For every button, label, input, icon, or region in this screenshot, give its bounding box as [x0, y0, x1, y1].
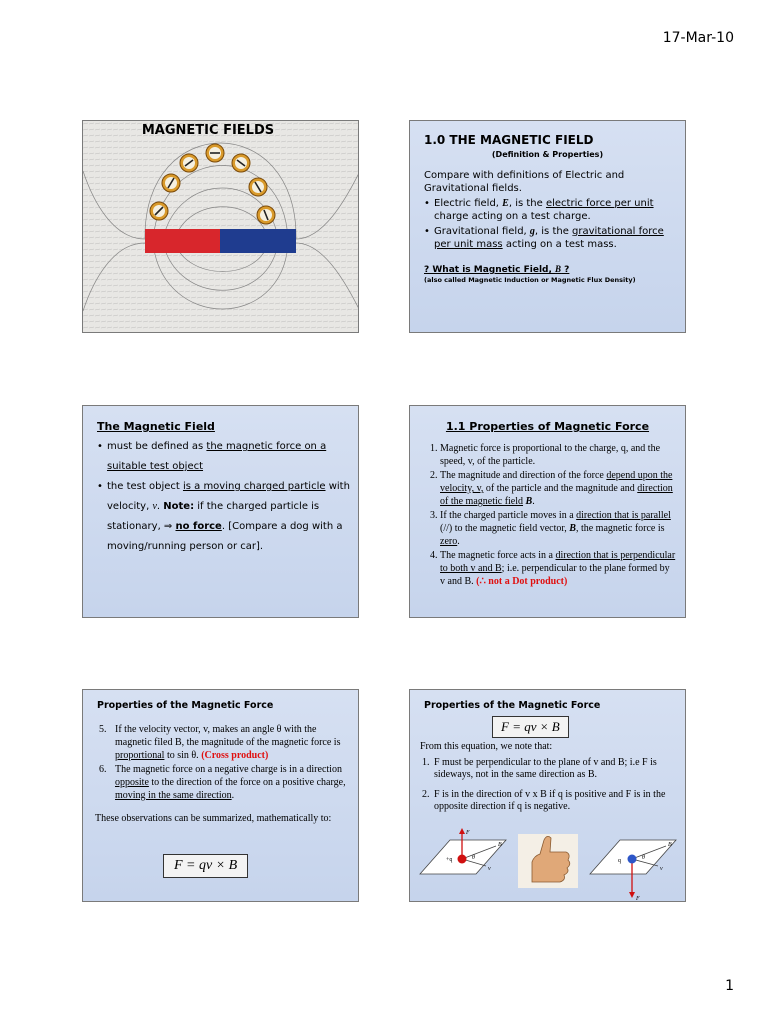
page-number: 1 [725, 978, 734, 994]
question-subtext: (also called Magnetic Induction or Magnetic Flux Density) [424, 276, 636, 284]
slide-properties-magnetic-force [409, 405, 686, 618]
question-text: ? What is Magnetic Field, B ? [424, 264, 570, 275]
note-list [420, 757, 678, 821]
summary-text: These observations can be summarized, mathematically to: [95, 813, 332, 824]
property-list [95, 723, 348, 802]
property-5: 5. If the velocity vector, v, makes an angle θ with the magnetic filed B, the magnitude of the magnetic force is proportional to sin θ. (Cross product) [99, 724, 341, 761]
slide-title: Properties of the Magnetic Force [424, 700, 601, 711]
magnet-north [145, 229, 220, 253]
force-label-negative: F [636, 896, 640, 902]
negative-charge-label: q [618, 858, 621, 864]
force-label: F [466, 830, 470, 836]
property-4: 4. The magnetic force acts in a direction that is perpendicular to both v and B; i.e. perpendicular to the plane formed by v and B. (∴ not a Dot product) [440, 549, 677, 588]
slide-magnetic-field-definition [409, 120, 686, 333]
slide-title: Properties of the Magnetic Force [97, 700, 274, 711]
bullet-definition: • must be defined as the magnetic force on a suitable test object [107, 437, 350, 477]
slide-body [424, 169, 677, 251]
bullet-gravitational-field: • Gravitational field, g, is the gravitational force per unit mass acting on a test mass. [434, 225, 677, 251]
thumb-up-icon [518, 834, 578, 888]
slide-title: 1.0 THE MAGNETIC FIELD [424, 133, 594, 147]
positive-charge-diagram [420, 828, 506, 874]
note-2: 2. F is in the direction of v x B if q is positive and F is in the opposite direction if q is negative. [422, 789, 666, 812]
bullet-test-object: • the test object is a moving charged particle with velocity, v. Note: if the charged particle is stationary, ⇒ no force. [Compare a dog with a moving/running person or car]. [107, 477, 350, 557]
property-3: 3. If the charged particle moves in a direction that is parallel (//) to the magnetic field vector, B, the magnetic force is zero. [440, 509, 677, 548]
slide-title: MAGNETIC FIELDS [141, 123, 275, 138]
intro-text: Compare with definitions of Electric and Gravitational fields. [424, 170, 625, 194]
negative-charge-diagram [590, 840, 676, 902]
property-2: 2. The magnitude and direction of the force depend upon the velocity, v, of the particle and the magnitude and direction of the magnetic field B. [440, 469, 677, 508]
slide-magnetic-fields [82, 120, 359, 333]
header-date: 17-Mar-10 [662, 30, 734, 46]
positive-charge-label: +q [446, 857, 453, 863]
velocity-label: v [488, 866, 491, 872]
slide-title: The Magnetic Field [97, 420, 215, 433]
force-direction-figure [410, 826, 686, 902]
bullet-electric-field: • Electric field, E, is the electric force per unit charge acting on a test charge. [434, 197, 677, 223]
property-1: 1. Magnetic force is proportional to the charge, q, and the speed, v, of the particle. [440, 442, 677, 468]
velocity-label-negative: v [660, 866, 663, 872]
magnet-south [220, 229, 296, 253]
field-label-negative: B [668, 842, 672, 848]
bar-magnet-field-illustration [83, 121, 359, 333]
property-6: 6. The magnetic force on a negative charge is in a direction opposite to the direction of the force on a positive charge, moving in the same direction. [99, 764, 346, 801]
equation-note: From this equation, we note that: [420, 741, 553, 752]
angle-label: θ [472, 855, 475, 861]
slide-force-equation-notes [409, 689, 686, 902]
field-label: B [498, 842, 502, 848]
slide-title: 1.1 Properties of Magnetic Force [445, 420, 650, 433]
force-equation: F = qv × B [492, 716, 569, 738]
slide-properties-5-6 [82, 689, 359, 902]
angle-label-negative: θ [642, 855, 645, 861]
slide-subtitle: (Definition & Properties) [491, 150, 604, 159]
force-equation: F = qv × B [163, 854, 248, 878]
slide-the-magnetic-field [82, 405, 359, 618]
note-1: 1. F must be perpendicular to the plane of v and B; i.e F is sideways, not in the same direction as B. [422, 757, 657, 780]
